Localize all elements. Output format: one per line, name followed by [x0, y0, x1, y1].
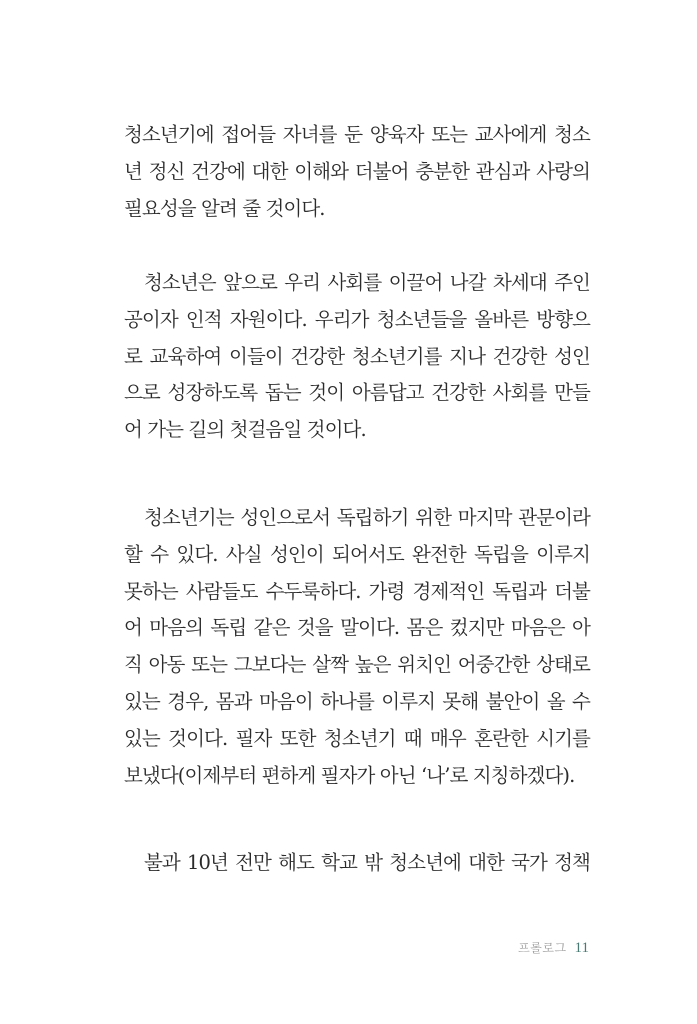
paragraph-line: 불과 10년 전만 해도 학교 밖 청소년에 대한 국가 정책 — [144, 851, 590, 874]
paragraph-line: 있는 경우, 몸과 마음이 하나를 이루지 못해 불안이 올 수 — [124, 689, 590, 713]
paragraph-line: 로 교육하여 이들이 건강한 청소년기를 지나 건강한 성인 — [124, 344, 590, 368]
paragraph-4 — [124, 845, 590, 882]
paragraph-line: 년 정신 건강에 대한 이해와 더불어 충분한 관심과 사랑의 — [124, 159, 590, 183]
chapter-title: 프롤로그 — [518, 941, 567, 955]
paragraph-line: 어 가는 길의 첫걸음일 것이다. — [124, 418, 366, 442]
paragraph-line: 공이자 인적 자원이다. 우리가 청소년들을 올바른 방향으 — [124, 307, 590, 331]
paragraph-line: 있는 것이다. 필자 또한 청소년기 때 매우 혼란한 시기를 — [124, 726, 590, 750]
paragraph-1 — [124, 117, 590, 227]
page-footer — [518, 939, 589, 957]
paragraph-line: 필요성을 알려 줄 것이다. — [124, 196, 325, 220]
paragraph-line: 청소년은 앞으로 우리 사회를 이끌어 나갈 차세대 주인 — [144, 271, 590, 294]
paragraph-line: 어 마음의 독립 같은 것을 말이다. 몸은 컸지만 마음은 아 — [124, 616, 590, 640]
paragraph-line: 청소년기에 접어들 자녀를 둔 양육자 또는 교사에게 청소 — [124, 123, 590, 146]
paragraph-3 — [124, 500, 590, 794]
paragraph-line: 못하는 사람들도 수두룩하다. 가령 경제적인 독립과 더불 — [124, 579, 590, 603]
paragraph-2 — [124, 265, 590, 449]
paragraph-line: 으로 성장하도록 돕는 것이 아름답고 건강한 사회를 만들 — [124, 381, 590, 405]
paragraph-line: 보냈다(이제부터 편하게 필자가 아닌 ‘나’로 지칭하겠다). — [124, 763, 575, 787]
page-number: 11 — [574, 940, 589, 956]
paragraph-line: 청소년기는 성인으로서 독립하기 위한 마지막 관문이라 — [144, 506, 590, 529]
paragraph-line: 할 수 있다. 사실 성인이 되어서도 완전한 독립을 이루지 — [124, 542, 590, 566]
paragraph-line: 직 아동 또는 그보다는 살짝 높은 위치인 어중간한 상태로 — [124, 653, 590, 677]
